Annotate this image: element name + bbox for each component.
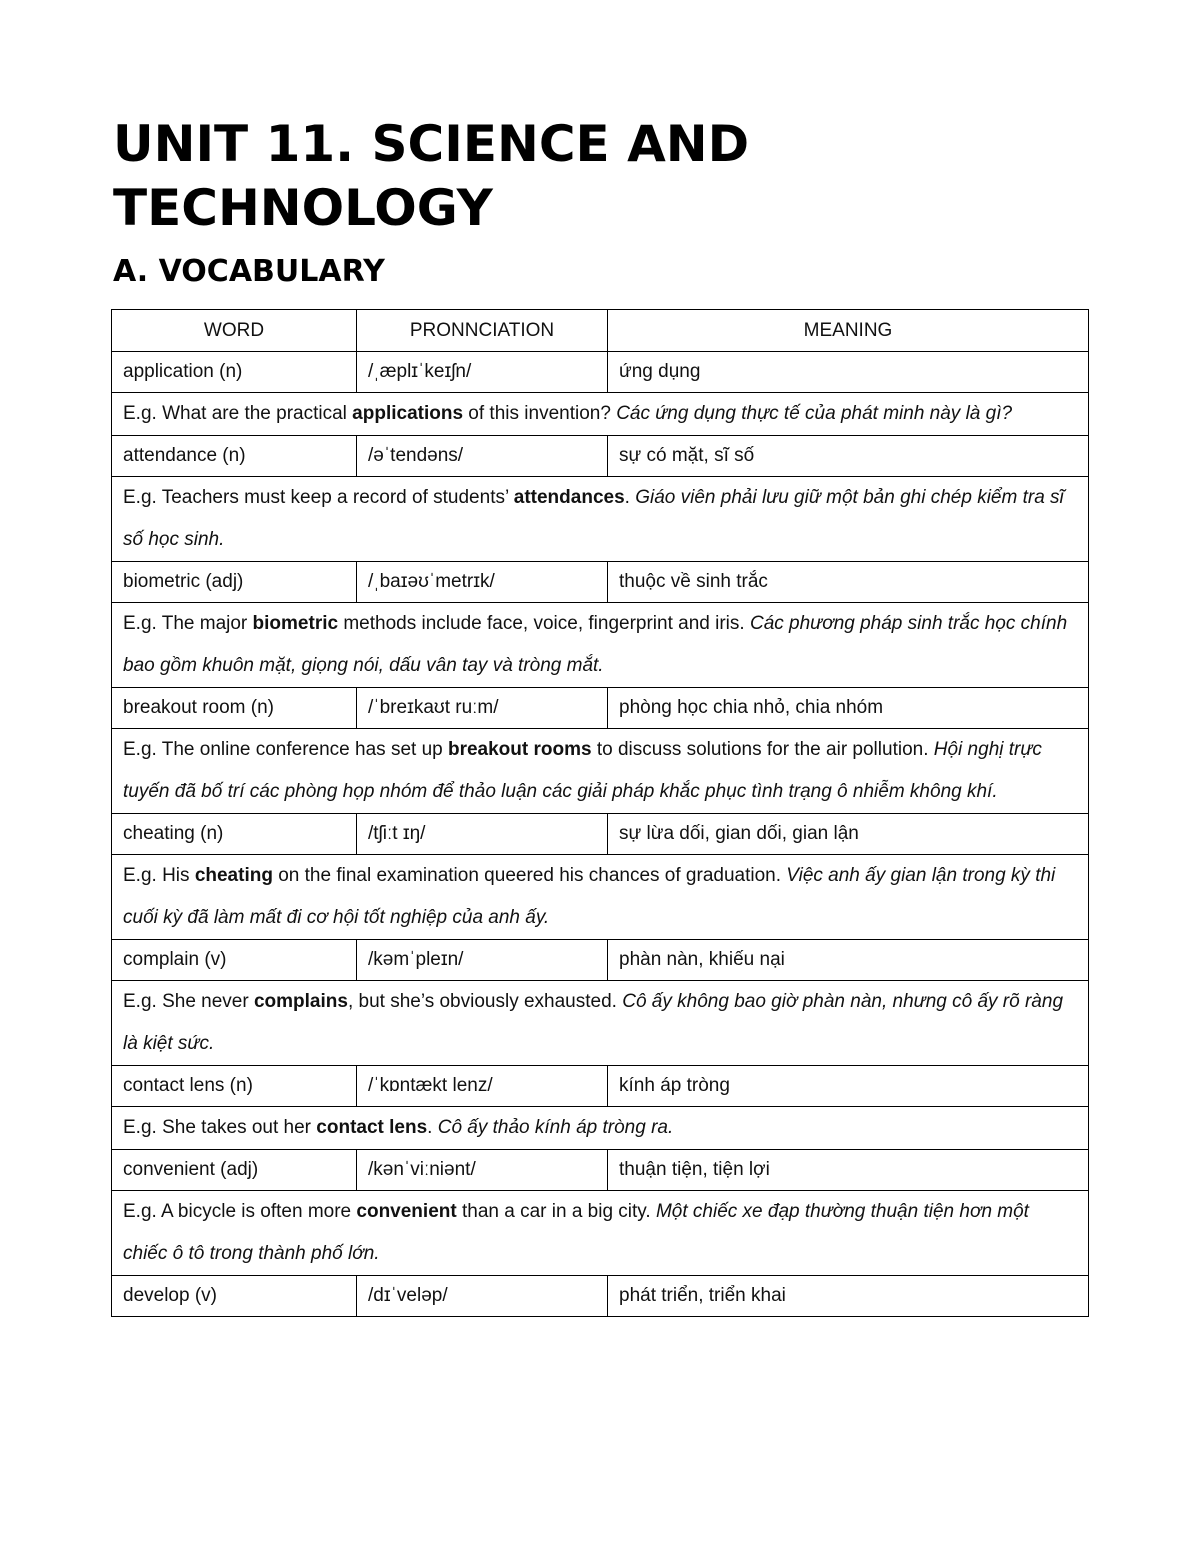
example-text: methods include face, voice, fingerprint and iris. <box>338 613 750 634</box>
example-keyword: contact lens <box>316 1117 428 1138</box>
vocab-example-row <box>112 393 1089 436</box>
vocab-pronunciation: /dɪˈveləp/ <box>357 1276 608 1317</box>
example-translation: Việc anh ấy gian lận trong kỳ thi cuối kỳ đã làm mất đi cơ hội tốt nghiệp của anh ấy. <box>123 865 1056 928</box>
vocab-example-row <box>112 981 1089 1066</box>
vocab-example <box>112 477 1089 562</box>
example-translation: Giáo viên phải lưu giữ một bản ghi chép kiểm tra sĩ số học sinh. <box>123 487 1064 550</box>
example-keyword: complains <box>253 991 348 1012</box>
vocab-example-row <box>112 855 1089 940</box>
header-pronunciation: PRONNCIATION <box>357 310 608 352</box>
vocab-meaning: ứng dụng <box>608 352 1089 393</box>
section-heading: A. VOCABULARY <box>113 254 385 289</box>
example-keyword: attendances <box>513 487 625 508</box>
example-text: E.g. She never <box>123 991 254 1012</box>
vocab-word-row <box>112 814 1089 855</box>
vocab-word-row <box>112 940 1089 981</box>
vocab-meaning: phòng học chia nhỏ, chia nhóm <box>608 688 1089 729</box>
vocab-word-row <box>112 1276 1089 1317</box>
vocab-pronunciation: /kənˈviːniənt/ <box>357 1150 608 1191</box>
example-keyword: applications <box>352 403 464 424</box>
vocab-word: contact lens (n) <box>112 1066 357 1107</box>
example-text: , but she’s obviously exhausted. <box>347 991 623 1012</box>
example-text: . <box>427 1117 438 1138</box>
example-text: E.g. His <box>123 865 195 886</box>
vocab-word-row <box>112 352 1089 393</box>
header-word: WORD <box>112 310 357 352</box>
header-meaning: MEANING <box>608 310 1089 352</box>
vocab-example <box>112 1107 1089 1150</box>
vocab-pronunciation: /ˈbreɪkaʊt ruːm/ <box>357 688 608 729</box>
vocab-meaning: thuộc về sinh trắc <box>608 562 1089 603</box>
vocab-word: application (n) <box>112 352 357 393</box>
vocab-meaning: sự có mặt, sĩ số <box>608 436 1089 477</box>
example-translation: Hội nghị trực tuyến đã bố trí các phòng họp nhóm để thảo luận các giải pháp khắc phục tình trạng ô nhiễm không khí. <box>123 739 1042 802</box>
page-title: UNIT 11. SCIENCE AND TECHNOLOGY <box>113 115 750 237</box>
vocab-example-row <box>112 729 1089 814</box>
vocab-pronunciation: /kəmˈpleɪn/ <box>357 940 608 981</box>
vocab-meaning: sự lừa dối, gian dối, gian lận <box>608 814 1089 855</box>
example-translation: Một chiếc xe đạp thường thuận tiện hơn một chiếc ô tô trong thành phố lớn. <box>123 1201 1029 1264</box>
table-header-row <box>112 310 1089 352</box>
vocab-example-row <box>112 477 1089 562</box>
vocab-example <box>112 1191 1089 1276</box>
vocab-word: cheating (n) <box>112 814 357 855</box>
example-text: E.g. What are the practical <box>123 403 353 424</box>
table-body <box>112 352 1089 1317</box>
vocab-word: biometric (adj) <box>112 562 357 603</box>
example-translation: Cô ấy thảo kính áp tròng ra. <box>437 1117 674 1138</box>
example-text: than a car in a big city. <box>456 1201 656 1222</box>
vocab-word: develop (v) <box>112 1276 357 1317</box>
example-text: . <box>624 487 636 508</box>
vocab-pronunciation: /ˈkɒntækt lenz/ <box>357 1066 608 1107</box>
example-translation: Các ứng dụng thực tế của phát minh này là gì? <box>616 403 1013 424</box>
example-text: E.g. The online conference has set up <box>123 739 448 760</box>
vocab-pronunciation: /ˌæplɪˈkeɪʃn/ <box>357 352 608 393</box>
example-translation: Cô ấy không bao giờ phàn nàn, nhưng cô ấy rõ ràng là kiệt sức. <box>123 991 1064 1054</box>
vocab-word: breakout room (n) <box>112 688 357 729</box>
vocab-example <box>112 393 1089 436</box>
vocab-example <box>112 981 1089 1066</box>
vocab-example <box>112 729 1089 814</box>
vocab-meaning: thuận tiện, tiện lợi <box>608 1150 1089 1191</box>
example-text: E.g. A bicycle is often more <box>123 1201 357 1222</box>
vocab-example <box>112 855 1089 940</box>
vocab-meaning: kính áp tròng <box>608 1066 1089 1107</box>
vocab-pronunciation: /tʃiːt ɪŋ/ <box>357 814 608 855</box>
vocab-word-row <box>112 436 1089 477</box>
vocab-word: complain (v) <box>112 940 357 981</box>
example-text: E.g. Teachers must keep a record of students’ <box>123 487 514 508</box>
vocab-meaning: phát triển, triển khai <box>608 1276 1089 1317</box>
vocab-word: convenient (adj) <box>112 1150 357 1191</box>
vocab-word: attendance (n) <box>112 436 357 477</box>
vocab-word-row <box>112 1150 1089 1191</box>
vocab-example-row <box>112 603 1089 688</box>
example-keyword: convenient <box>356 1201 457 1222</box>
example-text: on the final examination queered his chances of graduation. <box>272 865 787 886</box>
example-keyword: breakout rooms <box>447 739 592 760</box>
vocab-example <box>112 603 1089 688</box>
example-text: to discuss solutions for the air pollution. <box>591 739 934 760</box>
example-text: E.g. The major <box>123 613 253 634</box>
vocab-pronunciation: /əˈtendəns/ <box>357 436 608 477</box>
example-text: E.g. She takes out her <box>123 1117 317 1138</box>
vocab-meaning: phàn nàn, khiếu nại <box>608 940 1089 981</box>
example-keyword: biometric <box>252 613 339 634</box>
example-text: of this invention? <box>463 403 617 424</box>
example-translation: Các phương pháp sinh trắc học chính bao gồm khuôn mặt, giọng nói, dấu vân tay và tròng mắt. <box>123 613 1068 676</box>
vocab-pronunciation: /ˌbaɪəʊˈmetrɪk/ <box>357 562 608 603</box>
vocab-word-row <box>112 688 1089 729</box>
vocab-word-row <box>112 562 1089 603</box>
vocabulary-table <box>111 309 1089 1317</box>
example-keyword: cheating <box>194 865 273 886</box>
vocab-example-row <box>112 1191 1089 1276</box>
vocab-word-row <box>112 1066 1089 1107</box>
vocab-example-row <box>112 1107 1089 1150</box>
